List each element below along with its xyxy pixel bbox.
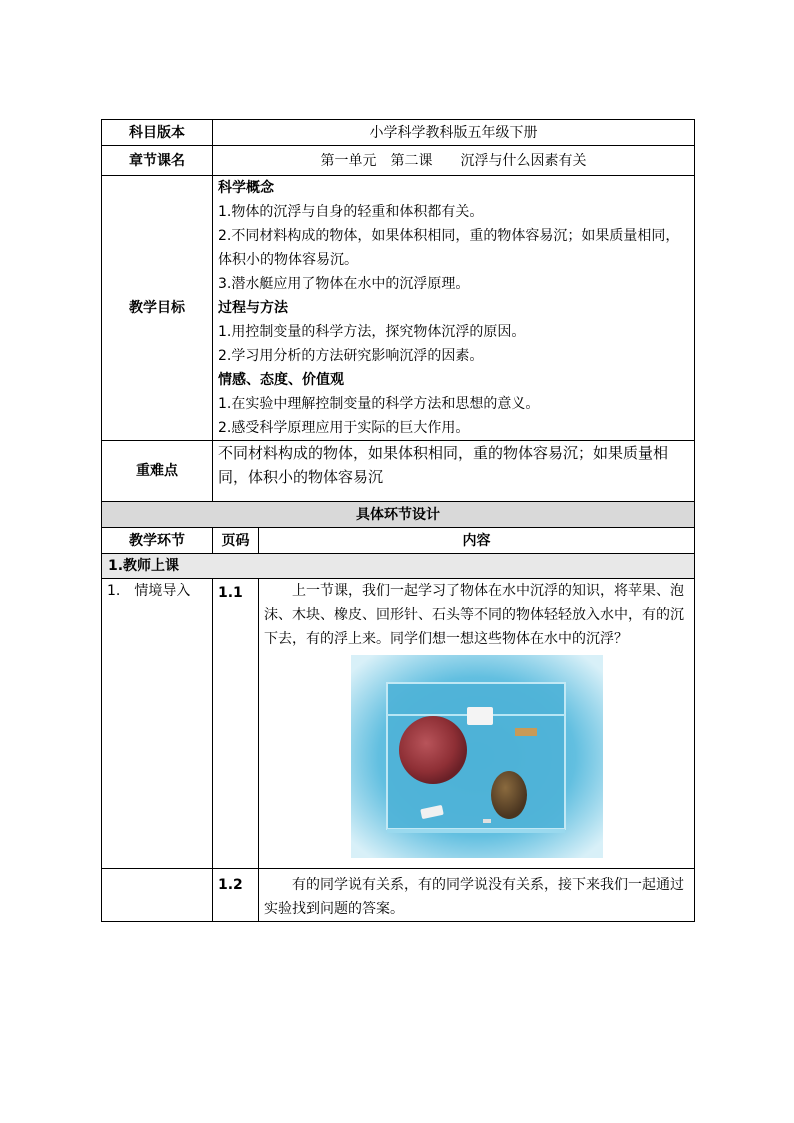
- paper-clip-icon: [483, 819, 491, 823]
- stage-cell: 1. 情境导入: [102, 579, 213, 869]
- stage-cell-empty: [102, 869, 213, 922]
- section-teacher-lesson: 1.教师上课: [102, 554, 695, 579]
- objective-item: 2.学习用分析的方法研究影响沉浮的因素。: [218, 348, 484, 364]
- design-title: 具体环节设计: [102, 502, 695, 528]
- subject-value: 小学科学教科版五年级下册: [213, 120, 695, 146]
- objective-section-title: 过程与方法: [218, 300, 288, 316]
- stone-icon: [491, 771, 527, 819]
- objective-section-title: 情感、态度、价值观: [218, 372, 344, 388]
- objective-item: 1.物体的沉浮与自身的轻重和体积都有关。: [218, 204, 484, 220]
- column-header-page: 页码: [213, 528, 259, 554]
- content-cell: [259, 579, 695, 869]
- chapter-label: 章节课名: [102, 146, 213, 176]
- column-header-stage: 教学环节: [102, 528, 213, 554]
- lesson-plan-table: [101, 119, 695, 922]
- objective-item: 2.感受科学原理应用于实际的巨大作用。: [218, 420, 470, 436]
- subject-label: 科目版本: [102, 120, 213, 146]
- objective-item: 1.在实验中理解控制变量的科学方法和思想的意义。: [218, 396, 540, 412]
- objective-item: 2.不同材料构成的物体，如果体积相同，重的物体容易沉；如果质量相同，体积小的物体容易沉。: [218, 228, 680, 268]
- objective-item: 1.用控制变量的科学方法，探究物体沉浮的原因。: [218, 324, 526, 340]
- wood-block-icon: [515, 728, 537, 736]
- key-points-label: 重难点: [102, 441, 213, 502]
- water-tank-illustration: [351, 655, 603, 858]
- content-text: 上一节课，我们一起学习了物体在水中沉浮的知识，将苹果、泡沫、木块、橡皮、回形针、石头等不同的物体轻轻放入水中，有的沉下去，有的浮上来。同学们想一想这些物体在水中的沉浮？: [264, 583, 684, 647]
- tank-base: [387, 829, 565, 833]
- page-cell: 1.1: [213, 579, 259, 869]
- objectives-content: [213, 176, 695, 441]
- objectives-label: 教学目标: [102, 176, 213, 441]
- objective-section-title: 科学概念: [218, 180, 274, 196]
- chapter-value: 第一单元 第二课 沉浮与什么因素有关: [213, 146, 695, 176]
- content-text: 有的同学说有关系，有的同学说没有关系，接下来我们一起通过实验找到问题的答案。: [259, 869, 695, 922]
- key-points-text: 不同材料构成的物体，如果体积相同，重的物体容易沉；如果质量相同，体积小的物体容易沉: [213, 441, 695, 502]
- objective-item: 3.潜水艇应用了物体在水中的沉浮原理。: [218, 276, 470, 292]
- column-header-content: 内容: [259, 528, 695, 554]
- page-cell: 1.2: [213, 869, 259, 922]
- foam-block-icon: [467, 707, 493, 725]
- sink-float-photo: [264, 651, 689, 868]
- apple-icon: [399, 716, 467, 784]
